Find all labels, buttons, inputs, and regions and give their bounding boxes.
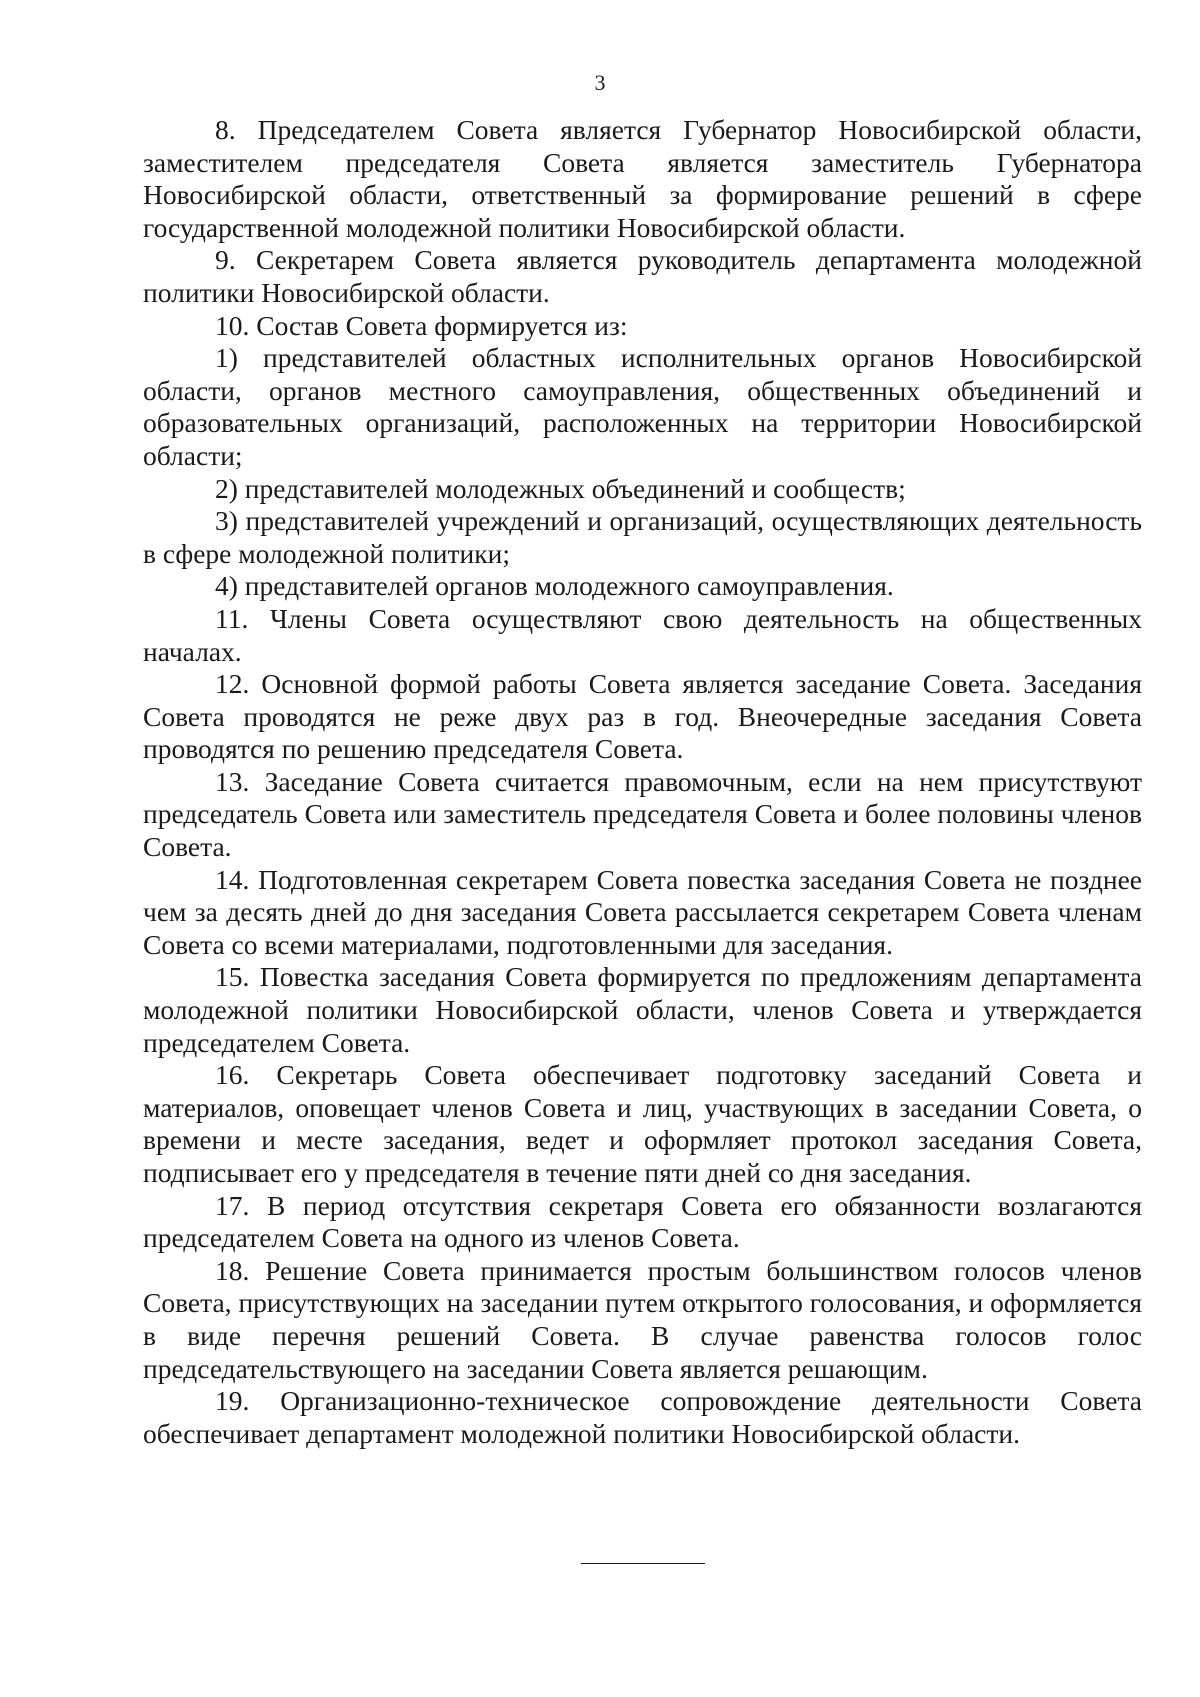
paragraph-15: 15. Повестка заседания Совета формируется по предложениям департамента молодежной политики Новосибирской области, членов Совета и утверждается председателем Совета. [143, 961, 1142, 1058]
list-item-2: 2) представителей молодежных объединений и сообществ; [215, 472, 906, 504]
paragraph-9: 9. Секретарем Совета является руководитель департамента молодежной политики Новосибирской области. [143, 244, 1142, 308]
list-item-4: 4) представителей органов молодежного самоуправления. [215, 570, 894, 602]
paragraph-17: 17. В период отсутствия секретаря Совета его обязанности возлагаются председателем Совета на одного из членов Совета. [143, 1189, 1142, 1254]
paragraph-18: 18. Решение Совета принимается простым большинством голосов членов Совета, присутствующих на заседании путем открытого голосования, и оформляется в виде перечня решений Совета. В случае равенства голосов голос председательствующего на заседании Совета является решающим. [143, 1254, 1142, 1384]
paragraph-19: 19. Организационно-техническое сопровождение деятельности Совета обеспечивает департамент молодежной политики Новосибирской области. [143, 1385, 1142, 1449]
paragraph-8: 8. Председателем Совета является Губернатор Новосибирской области, заместителем председателя Совета является заместитель Губернатора Новосибирской области, ответственный за формирование решений в сфере государственной молодежной политики Новосибирской области. [143, 114, 1142, 243]
page-number: 3 [594, 70, 606, 95]
paragraph-13: 13. Заседание Совета считается правомочным, если на нем присутствуют председатель Совета или заместитель председателя Совета и более половины членов Совета. [143, 765, 1142, 863]
document-body [143, 114, 1142, 1450]
list-item-3: 3) представителей учреждений и организаций, осуществляющих деятельность в сфере молодежной политики; [143, 505, 1142, 569]
paragraph-10: 10. Состав Совета формируется из: [215, 309, 628, 341]
paragraph-11: 11. Члены Совета осуществляют свою деятельность на общественных началах. [143, 602, 1142, 667]
list-item-1: 1) представителей областных исполнительных органов Новосибирской области, органов местного самоуправления, общественных объединений и образовательных организаций, расположенных на территории Новосибирской области; [143, 342, 1142, 471]
end-of-document-rule [581, 1563, 705, 1564]
paragraph-14: 14. Подготовленная секретарем Совета повестка заседания Совета не позднее чем за десять дней до дня заседания Совета рассылается секретарем Совета членам Совета со всеми материалами, подготовленными для заседания. [143, 863, 1142, 960]
paragraph-16: 16. Секретарь Совета обеспечивает подготовку заседаний Совета и материалов, оповещает членов Совета и лиц, участвующих в заседании Совета, о времени и месте заседания, ведет и оформляет протокол заседания Совета, подписывает его у председателя в течение пяти дней со дня заседания. [143, 1059, 1142, 1188]
paragraph-12: 12. Основной формой работы Совета является заседание Совета. Заседания Совета проводятся не реже двух раз в год. Внеочередные заседания Совета проводятся по решению председателя Совета. [143, 668, 1142, 765]
